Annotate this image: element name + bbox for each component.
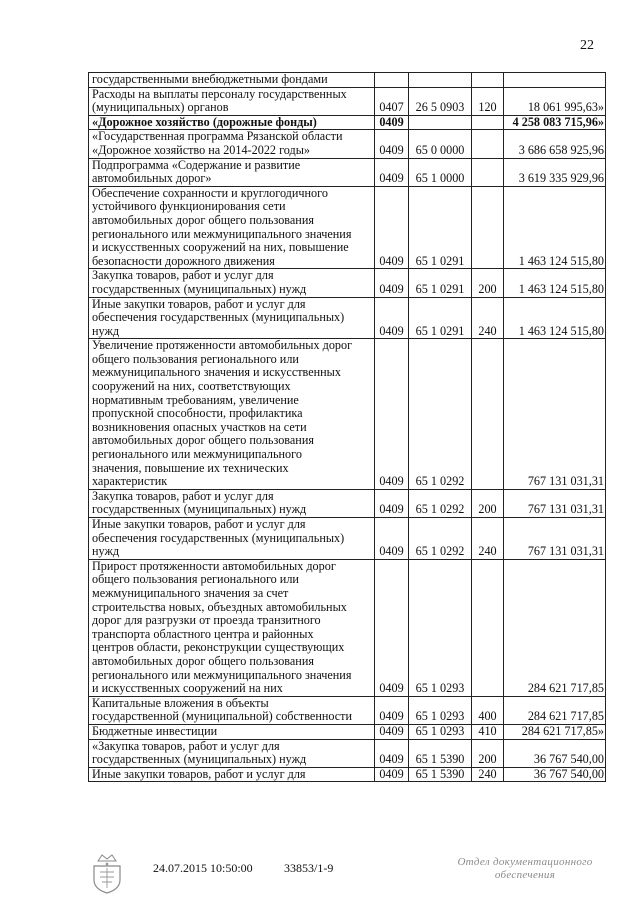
- expense-name-line: государственных (муниципальных) нужд: [92, 281, 307, 296]
- page-number: 22: [580, 38, 594, 53]
- target-article-cell: [409, 115, 472, 130]
- expense-name-line: характеристик: [92, 474, 168, 489]
- expense-type-cell: 200: [472, 269, 504, 297]
- expense-name-line: «Дорожное хозяйство (дорожные фонды): [92, 115, 317, 129]
- expense-name-line: (муниципальных) органов: [92, 100, 229, 115]
- expense-name-line: государственных (муниципальных) нужд: [92, 752, 307, 767]
- target-article-cell: 65 0 0000: [409, 130, 472, 158]
- expense-name-cell: [89, 115, 375, 130]
- table-row: [89, 696, 606, 724]
- expense-name-cell: [89, 696, 375, 724]
- expense-name-line: Расходы на выплаты персоналу государственных: [92, 87, 347, 101]
- expense-type-cell: [472, 115, 504, 130]
- expense-name-line: строительства новых, объездных автомобильных: [92, 599, 347, 614]
- expense-name-line: автомобильных дорог»: [92, 171, 212, 186]
- expense-type-cell: 400: [472, 696, 504, 724]
- expense-name-cell: [89, 724, 375, 739]
- expense-name-line: Бюджетные инвестиции: [92, 724, 218, 738]
- expense-name-line: государственными внебюджетными фондами: [92, 72, 328, 86]
- expense-type-cell: 240: [472, 767, 504, 782]
- expense-name-line: обеспечения государственных (муниципальных): [92, 310, 345, 325]
- expense-name-line: нужд: [92, 323, 120, 338]
- table-row: [89, 339, 606, 490]
- expense-type-cell: 120: [472, 87, 504, 115]
- expense-type-cell: [472, 186, 504, 269]
- section-code-cell: 0409: [375, 559, 409, 696]
- expense-name-cell: [89, 489, 375, 517]
- expense-type-cell: [472, 559, 504, 696]
- table-row: [89, 158, 606, 186]
- expense-name-line: автомобильных дорог общего пользования: [92, 433, 314, 448]
- expense-name-line: нужд: [92, 544, 120, 559]
- expense-name-line: пропускной способности, профилактика: [92, 406, 303, 421]
- budget-table: [88, 72, 606, 782]
- section-code-cell: 0409: [375, 158, 409, 186]
- expense-name-cell: [89, 73, 375, 88]
- amount-cell: 284 621 717,85: [504, 559, 606, 696]
- expense-name-cell: [89, 767, 375, 782]
- amount-cell: [504, 73, 606, 88]
- amount-cell: 1 463 124 515,80: [504, 186, 606, 269]
- expense-name-line: «Государственная программа Рязанской области: [92, 129, 343, 144]
- section-code-cell: 0409: [375, 767, 409, 782]
- target-article-cell: 26 5 0903: [409, 87, 472, 115]
- expense-name-line: «Дорожное хозяйство на 2014-2022 годы»: [92, 142, 310, 157]
- amount-cell: 3 686 658 925,96: [504, 130, 606, 158]
- table-row: [89, 739, 606, 767]
- expense-name-line: центров области, реконструкции существующих: [92, 640, 345, 655]
- expense-name-cell: [89, 297, 375, 339]
- expense-name-line: автомобильных дорог общего пользования: [92, 653, 314, 668]
- section-code-cell: 0409: [375, 339, 409, 490]
- footer-document-id: 33853/1-9: [284, 861, 334, 875]
- footer-datetime: 24.07.2015 10:50:00: [153, 861, 253, 875]
- amount-cell: 767 131 031,31: [504, 489, 606, 517]
- expense-type-cell: [472, 130, 504, 158]
- expense-name-cell: [89, 186, 375, 269]
- expense-name-line: общего пользования регионального или: [92, 572, 299, 587]
- expense-name-line: сооружений на них, соответствующих: [92, 379, 291, 394]
- expense-name-line: Иные закупки товаров, работ и услуг для: [92, 517, 306, 531]
- expense-type-cell: 240: [472, 297, 504, 339]
- section-code-cell: 0409: [375, 269, 409, 297]
- table-body: [89, 73, 606, 782]
- section-code-cell: 0409: [375, 130, 409, 158]
- section-code-cell: 0409: [375, 518, 409, 560]
- expense-name-line: Закупка товаров, работ и услуг для: [92, 268, 274, 283]
- table-row: [89, 559, 606, 696]
- expense-name-cell: [89, 158, 375, 186]
- expense-name-line: Увеличение протяженности автомобильных дорог: [92, 338, 353, 353]
- amount-cell: 1 463 124 515,80: [504, 269, 606, 297]
- expense-type-cell: 200: [472, 489, 504, 517]
- expense-type-cell: 240: [472, 518, 504, 560]
- expense-name-line: транспорта областного центра и районных: [92, 626, 314, 641]
- expense-name-line: «Закупка товаров, работ и услуг для: [92, 739, 280, 753]
- section-code-cell: 0407: [375, 87, 409, 115]
- expense-type-cell: 200: [472, 739, 504, 767]
- table-row: [89, 724, 606, 739]
- expense-name-line: Подпрограмма «Содержание и развитие: [92, 158, 301, 172]
- target-article-cell: [409, 73, 472, 88]
- target-article-cell: 65 1 0291: [409, 186, 472, 269]
- table-row: [89, 130, 606, 158]
- section-code-cell: 0409: [375, 115, 409, 130]
- amount-cell: 18 061 995,63»: [504, 87, 606, 115]
- section-code-cell: 0409: [375, 489, 409, 517]
- expense-type-cell: [472, 73, 504, 88]
- amount-cell: 4 258 083 715,96»: [504, 115, 606, 130]
- amount-cell: 767 131 031,31: [504, 518, 606, 560]
- expense-name-line: нормативным требованиям, увеличение: [92, 392, 299, 407]
- amount-cell: 3 619 335 929,96: [504, 158, 606, 186]
- expense-name-cell: [89, 269, 375, 297]
- table-row: [89, 269, 606, 297]
- expense-name-line: Обеспечение сохранности и круглогодичного: [92, 186, 328, 200]
- expense-name-cell: [89, 518, 375, 560]
- expense-name-line: автомобильных дорог общего пользования: [92, 212, 314, 227]
- expense-type-cell: [472, 339, 504, 490]
- section-code-cell: 0409: [375, 724, 409, 739]
- table-row: [89, 297, 606, 339]
- expense-name-line: дорог для разгрузки от проезда транзитного: [92, 613, 321, 628]
- target-article-cell: 65 1 0293: [409, 696, 472, 724]
- target-article-cell: 65 1 0291: [409, 269, 472, 297]
- amount-cell: 284 621 717,85»: [504, 724, 606, 739]
- expense-name-line: межмуниципального значения и искусственных: [92, 365, 341, 380]
- expense-type-cell: [472, 158, 504, 186]
- target-article-cell: 65 1 0000: [409, 158, 472, 186]
- section-code-cell: 0409: [375, 186, 409, 269]
- target-article-cell: 65 1 0293: [409, 559, 472, 696]
- expense-name-line: Закупка товаров, работ и услуг для: [92, 489, 274, 503]
- expense-name-line: безопасности дорожного движения: [92, 253, 275, 268]
- expense-name-line: значения, повышение их технических: [92, 460, 289, 475]
- coat-of-arms-icon: [90, 852, 124, 899]
- table-row: [89, 115, 606, 130]
- expense-name-cell: [89, 559, 375, 696]
- expense-name-line: возникновения опасных участков на сети: [92, 419, 307, 434]
- section-code-cell: 0409: [375, 297, 409, 339]
- expense-name-line: Капитальные вложения в объекты: [92, 696, 269, 710]
- amount-cell: 1 463 124 515,80: [504, 297, 606, 339]
- target-article-cell: 65 1 0292: [409, 339, 472, 490]
- expense-name-line: и искусственных сооружений на них, повышение: [92, 240, 349, 255]
- expense-name-line: государственной (муниципальной) собственности: [92, 709, 353, 724]
- target-article-cell: 65 1 0293: [409, 724, 472, 739]
- expense-name-line: межмуниципального значения за счет: [92, 585, 289, 600]
- expense-name-line: Иные закупки товаров, работ и услуг для: [92, 297, 306, 311]
- expense-name-cell: [89, 339, 375, 490]
- amount-cell: 36 767 540,00: [504, 739, 606, 767]
- expense-name-line: регионального или межмуниципального: [92, 447, 302, 462]
- expense-name-cell: [89, 87, 375, 115]
- target-article-cell: 65 1 0292: [409, 518, 472, 560]
- expense-name-line: общего пользования регионального или: [92, 351, 299, 366]
- section-code-cell: 0409: [375, 739, 409, 767]
- amount-cell: 767 131 031,31: [504, 339, 606, 490]
- amount-cell: 284 621 717,85: [504, 696, 606, 724]
- expense-name-line: обеспечения государственных (муниципальных): [92, 530, 345, 545]
- amount-cell: 36 767 540,00: [504, 767, 606, 782]
- target-article-cell: 65 1 0292: [409, 489, 472, 517]
- expense-type-cell: 410: [472, 724, 504, 739]
- stamp-line: Отдел документационного: [457, 856, 593, 868]
- table-row: [89, 489, 606, 517]
- table-row: [89, 73, 606, 88]
- target-article-cell: 65 1 5390: [409, 767, 472, 782]
- section-code-cell: 0409: [375, 696, 409, 724]
- target-article-cell: 65 1 0291: [409, 297, 472, 339]
- expense-name-line: Прирост протяженности автомобильных дорог: [92, 559, 336, 573]
- expense-name-cell: [89, 130, 375, 158]
- expense-name-line: и искусственных сооружений на них: [92, 681, 283, 696]
- target-article-cell: 65 1 5390: [409, 739, 472, 767]
- expense-name-line: государственных (муниципальных) нужд: [92, 502, 307, 517]
- stamp-line: обеспечения: [494, 869, 556, 881]
- expense-name-line: Иные закупки товаров, работ и услуг для: [92, 767, 306, 781]
- expense-name-cell: [89, 739, 375, 767]
- table-row: [89, 518, 606, 560]
- expense-name-line: регионального или межмуниципального значения: [92, 226, 352, 241]
- table-row: [89, 767, 606, 782]
- footer: [0, 852, 640, 902]
- table-row: [89, 186, 606, 269]
- expense-name-line: регионального или межмуниципального значения: [92, 667, 352, 682]
- department-stamp: [445, 856, 605, 882]
- expense-name-line: устойчивого функционирования сети: [92, 199, 286, 214]
- section-code-cell: [375, 73, 409, 88]
- table-row: [89, 87, 606, 115]
